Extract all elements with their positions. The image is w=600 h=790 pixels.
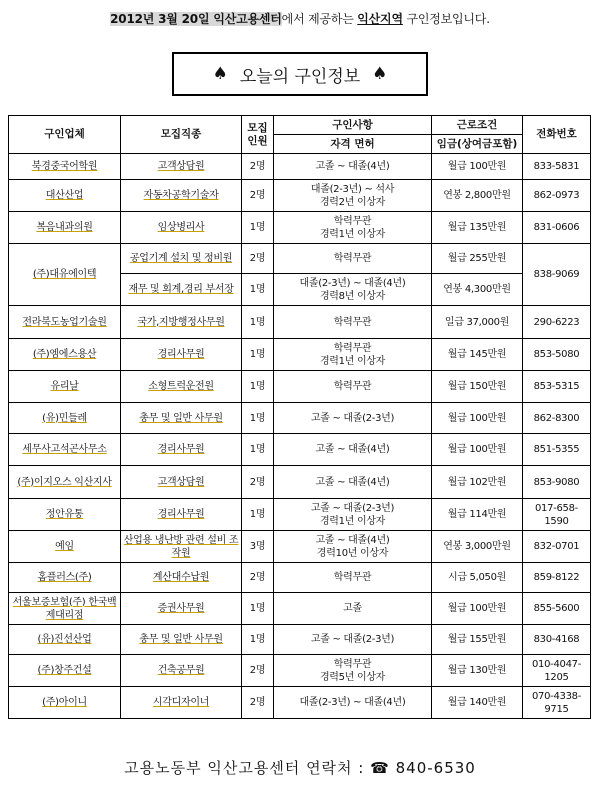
count-cell: 1명: [242, 274, 274, 306]
requirement-cell: [274, 625, 432, 655]
company-cell: [9, 466, 121, 499]
phone-cell: 010-4047-1205: [523, 655, 591, 687]
phone-cell: 290-6223: [523, 306, 591, 339]
job-title: 공업기계 설치 및 정비원: [129, 253, 233, 264]
company-cell: [9, 531, 121, 563]
phone-cell: 855-5600: [523, 593, 591, 625]
table-row: [9, 306, 591, 339]
title-box: [172, 52, 428, 96]
job-title: 시각디자이너: [152, 697, 210, 708]
table-row: [9, 244, 591, 274]
header-cond: 근로조건: [432, 116, 523, 135]
table-row: [9, 371, 591, 403]
phone-cell: 859-8122: [523, 563, 591, 593]
requirement-line: 대졸(2-3년) ~ 대졸(4년): [299, 277, 406, 289]
spade-icon: ♠: [372, 64, 388, 84]
company-name: 세무사고석곤사무소: [22, 444, 107, 455]
company-cell: [9, 244, 121, 306]
header-line: [0, 10, 600, 27]
company-cell: [9, 212, 121, 244]
job-title: 자동차공학기술자: [143, 190, 219, 201]
requirement-line: 대졸(2-3년) ~ 대졸(4년): [299, 697, 406, 708]
table-row: [9, 154, 591, 180]
job-cell: [121, 655, 242, 687]
pay-cell: 월급 100만원: [432, 434, 523, 466]
requirement-cell: [274, 403, 432, 434]
job-cell: [121, 687, 242, 719]
company-cell: [9, 154, 121, 180]
header-count: [242, 116, 274, 154]
requirement-line: 경력1년 이상자: [319, 515, 386, 527]
table-row: [9, 655, 591, 687]
table-row: [9, 687, 591, 719]
job-title: 산업용 냉난방 관련 설비 조작원: [123, 534, 239, 559]
header-date-center: 2012년 3월 20일 익산고용센터: [110, 12, 282, 26]
requirement-cell: [274, 499, 432, 531]
requirement-cell: [274, 339, 432, 371]
phone-icon: ☎: [370, 759, 390, 777]
count-cell: 1명: [242, 403, 274, 434]
pay-cell: 월급 130만원: [432, 655, 523, 687]
table-row: [9, 499, 591, 531]
requirement-line: 학력무관: [333, 381, 372, 392]
pay-cell: 월급 255만원: [432, 244, 523, 274]
requirement-line: 고졸 ~ 대졸(2-3년): [310, 502, 395, 514]
job-title: 국가,지방행정사무원: [137, 316, 225, 328]
requirement-line: 고졸 ~ 대졸(4년): [315, 444, 390, 455]
requirement-cell: [274, 212, 432, 244]
company-name: (유)민들레: [42, 412, 87, 424]
company-cell: [9, 180, 121, 212]
table-row: [9, 339, 591, 371]
count-cell: 1명: [242, 625, 274, 655]
company-name: 전라북도농업기술원: [22, 316, 107, 328]
requirement-cell: [274, 274, 432, 306]
table-row: [9, 625, 591, 655]
pay-cell: 월급 100만원: [432, 403, 523, 434]
job-cell: [121, 154, 242, 180]
requirement-cell: [274, 531, 432, 563]
count-cell: 3명: [242, 531, 274, 563]
table-row: [9, 563, 591, 593]
job-cell: [121, 212, 242, 244]
header-region: 익산지역: [357, 12, 403, 26]
company-cell: [9, 403, 121, 434]
job-cell: [121, 339, 242, 371]
company-cell: [9, 625, 121, 655]
job-title: 소형트럭운전원: [148, 381, 214, 392]
requirement-line: 경력1년 이상자: [319, 355, 386, 367]
pay-cell: 월급 135만원: [432, 212, 523, 244]
company-name: (주)이지오스 익산지사: [17, 476, 112, 488]
count-cell: 1명: [242, 371, 274, 403]
phone-cell: 862-8300: [523, 403, 591, 434]
pay-cell: 월급 150만원: [432, 371, 523, 403]
count-cell: 1명: [242, 306, 274, 339]
job-title: 고객상담원: [157, 476, 205, 488]
job-cell: [121, 466, 242, 499]
table-row: [9, 593, 591, 625]
phone-cell: 831-0606: [523, 212, 591, 244]
count-cell: 2명: [242, 687, 274, 719]
job-title: 경리사무원: [157, 349, 205, 360]
job-title: 계산대수납원: [152, 572, 210, 583]
footer-phone: 840-6530: [395, 759, 476, 777]
requirement-line: 고졸 ~ 대졸(4년): [315, 161, 390, 172]
job-cell: [121, 244, 242, 274]
company-cell: [9, 655, 121, 687]
header-req-sub: 자격 면허: [274, 135, 432, 154]
table-row: [9, 180, 591, 212]
company-name: (유)진선산업: [37, 634, 92, 645]
phone-cell: 838-9069: [523, 244, 591, 306]
requirement-line: 경력10년 이상자: [316, 547, 389, 559]
count-cell: 2명: [242, 655, 274, 687]
company-name: (주)창주건설: [37, 665, 92, 676]
company-name: 서울보증보험(주) 한국백제대리점: [12, 596, 117, 621]
spade-icon: ♠: [212, 64, 228, 84]
phone-cell: 853-5080: [523, 339, 591, 371]
count-cell: 2명: [242, 180, 274, 212]
footer-label: 고용노동부 익산고용센터 연락처 :: [124, 759, 365, 777]
requirement-line: 경력1년 이상자: [319, 228, 386, 240]
pay-cell: 월급 100만원: [432, 593, 523, 625]
job-title: 임상병리사: [157, 222, 205, 233]
count-cell: 1명: [242, 434, 274, 466]
pay-cell: 연봉 4,300만원: [432, 274, 523, 306]
company-name: 홈플러스(주): [37, 572, 92, 583]
company-name: (주)대유에이텍: [32, 269, 97, 280]
company-name: 정안유통: [45, 509, 84, 520]
requirement-cell: [274, 655, 432, 687]
pay-cell: 월급 100만원: [432, 154, 523, 180]
company-name: (주)아이니: [42, 697, 87, 708]
company-cell: [9, 434, 121, 466]
company-name: (주)엠에스용산: [32, 349, 97, 360]
phone-cell: 832-0701: [523, 531, 591, 563]
requirement-cell: [274, 434, 432, 466]
company-cell: [9, 499, 121, 531]
table-row: [9, 403, 591, 434]
requirement-line: 고졸 ~ 대졸(2-3년): [310, 634, 395, 645]
job-title: 고객상담원: [157, 161, 205, 172]
job-cell: [121, 531, 242, 563]
table-row: [9, 434, 591, 466]
job-cell: [121, 499, 242, 531]
job-cell: [121, 180, 242, 212]
job-title: 재무 및 회계,경리 부서장: [128, 284, 234, 295]
count-cell: 2명: [242, 154, 274, 180]
job-cell: [121, 274, 242, 306]
phone-cell: 853-5315: [523, 371, 591, 403]
requirement-line: 학력무관: [333, 658, 372, 670]
header-tail: 구인정보입니다.: [402, 12, 490, 26]
requirement-line: 학력무관: [333, 342, 372, 354]
company-name: 복음내과의원: [36, 222, 93, 233]
requirement-cell: [274, 687, 432, 719]
requirement-line: 경력8년 이상자: [319, 290, 386, 302]
requirement-line: 학력무관: [333, 316, 372, 328]
phone-cell: 833-5831: [523, 154, 591, 180]
header-mid: 에서 제공하는: [281, 12, 358, 26]
count-cell: 2명: [242, 466, 274, 499]
count-cell: 1명: [242, 593, 274, 625]
pay-cell: 연봉 2,800만원: [432, 180, 523, 212]
requirement-line: 고졸 ~ 대졸(4년): [315, 476, 390, 488]
company-cell: [9, 306, 121, 339]
pay-cell: 일급 37,000원: [432, 306, 523, 339]
header-count-a: 모집: [247, 121, 268, 134]
job-title: 증권사무원: [157, 603, 205, 614]
count-cell: 1명: [242, 212, 274, 244]
requirement-line: 학력무관: [333, 572, 372, 583]
company-cell: [9, 593, 121, 625]
job-title: 경리사무원: [157, 509, 205, 520]
company-name: 예임: [55, 541, 74, 552]
phone-cell: 830-4168: [523, 625, 591, 655]
company-name: 북경중국어학원: [31, 161, 98, 172]
pay-cell: 월급 114만원: [432, 499, 523, 531]
job-title: 경리사무원: [157, 444, 205, 455]
company-name: 대산산업: [45, 190, 84, 201]
header-count-b: 인원: [247, 134, 268, 147]
header-company: 구인업체: [9, 116, 121, 154]
header-cond-sub: 임금(상여금포함): [432, 135, 523, 154]
count-cell: 1명: [242, 499, 274, 531]
header-req: 구인사항: [274, 116, 432, 135]
job-cell: [121, 371, 242, 403]
pay-cell: 시급 5,050원: [432, 563, 523, 593]
job-cell: [121, 563, 242, 593]
job-cell: [121, 306, 242, 339]
table-row: [9, 212, 591, 244]
requirement-cell: [274, 244, 432, 274]
table-row: [9, 531, 591, 563]
requirement-line: 고졸 ~ 대졸(4년): [315, 534, 390, 546]
job-title: 건축공무원: [157, 665, 205, 676]
job-cell: [121, 625, 242, 655]
requirement-line: 학력무관: [333, 253, 372, 264]
job-cell: [121, 434, 242, 466]
requirement-cell: [274, 371, 432, 403]
job-title: 총무 및 일반 사무원: [139, 634, 223, 645]
count-cell: 1명: [242, 339, 274, 371]
requirement-cell: [274, 154, 432, 180]
requirement-cell: [274, 466, 432, 499]
pay-cell: 월급 155만원: [432, 625, 523, 655]
phone-cell: 070-4338-9715: [523, 687, 591, 719]
header-job: 모집직종: [121, 116, 242, 154]
company-cell: [9, 339, 121, 371]
requirement-cell: [274, 180, 432, 212]
job-title: 총무 및 일반 사무원: [139, 412, 223, 424]
requirement-line: 학력무관: [333, 215, 372, 227]
count-cell: 2명: [242, 563, 274, 593]
company-cell: [9, 687, 121, 719]
requirement-line: 고졸 ~ 대졸(2-3년): [310, 412, 395, 424]
requirement-line: 고졸: [343, 603, 362, 614]
phone-cell: 851-5355: [523, 434, 591, 466]
pay-cell: 월급 102만원: [432, 466, 523, 499]
requirement-cell: [274, 306, 432, 339]
pay-cell: 월급 145만원: [432, 339, 523, 371]
company-cell: [9, 563, 121, 593]
pay-cell: 연봉 3,000만원: [432, 531, 523, 563]
requirement-line: 대졸(2-3년) ~ 석사: [310, 183, 395, 195]
phone-cell: 853-9080: [523, 466, 591, 499]
job-table: [8, 115, 591, 719]
count-cell: 2명: [242, 244, 274, 274]
requirement-line: 경력2년 이상자: [319, 196, 386, 208]
requirement-cell: [274, 563, 432, 593]
table-row: [9, 466, 591, 499]
pay-cell: 월급 140만원: [432, 687, 523, 719]
phone-cell: 862-0973: [523, 180, 591, 212]
company-name: 유리날: [50, 381, 79, 392]
header-phone: 전화번호: [523, 116, 591, 154]
requirement-cell: [274, 593, 432, 625]
phone-cell: 017-658-1590: [523, 499, 591, 531]
company-cell: [9, 371, 121, 403]
requirement-line: 경력5년 이상자: [319, 671, 386, 683]
job-cell: [121, 593, 242, 625]
page-title: 오늘의 구인정보: [239, 66, 361, 87]
footer-contact: [0, 757, 600, 778]
job-cell: [121, 403, 242, 434]
